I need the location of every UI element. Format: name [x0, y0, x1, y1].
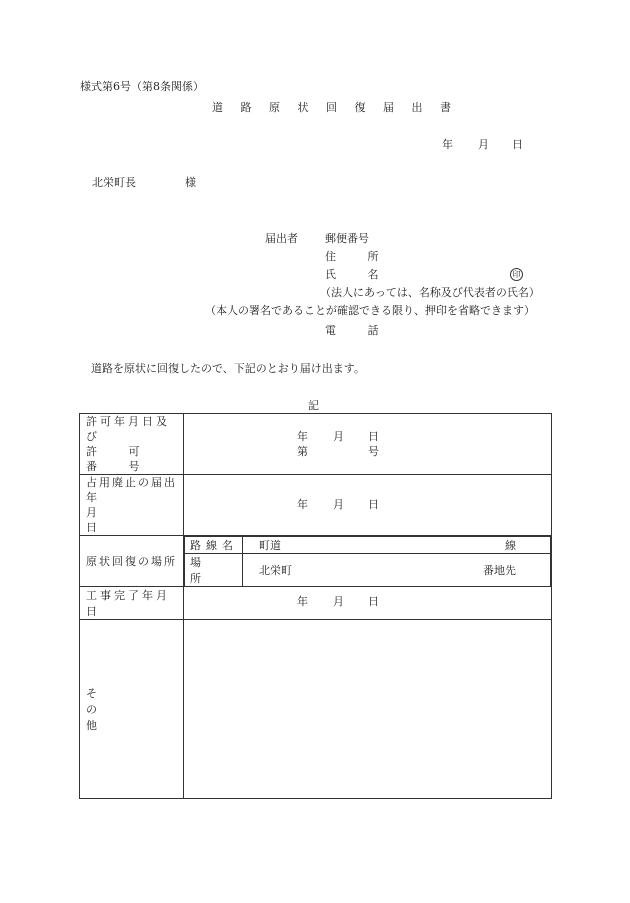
other-row [80, 620, 552, 799]
permit-month: 月 [333, 430, 344, 443]
completion-day: 日 [368, 595, 379, 608]
location-label: 原状回復の場所 [80, 536, 184, 587]
phone-label: 電 話 [325, 324, 393, 337]
abolish-label-line1: 占用廃止の届出 [86, 476, 177, 489]
date-month: 月 [478, 138, 489, 151]
permit-row [80, 414, 552, 475]
seal-mark-icon: 印 [510, 268, 523, 281]
completion-label: 工事完了年月日 [80, 587, 184, 620]
permit-value[interactable] [184, 414, 552, 475]
permit-label-line1: 許可年月日及び [86, 415, 170, 443]
abolish-label [80, 475, 184, 536]
document-title: 道 路 原 状 回 復 届 出 書 [212, 101, 458, 114]
details-table [79, 413, 552, 799]
completion-month: 月 [333, 595, 344, 608]
location-subtable [184, 536, 551, 586]
other-label: そ の 他 [80, 620, 184, 799]
permit-year: 年 [297, 430, 308, 443]
route-name-label: 路線名 [185, 537, 243, 554]
route-suffix: 線 [505, 539, 516, 552]
location-value [184, 536, 552, 587]
permit-label-line2: 許 可 番 号 [86, 445, 154, 473]
abolish-row [80, 475, 552, 536]
permit-number-prefix: 第 [297, 445, 308, 458]
completion-row [80, 587, 552, 620]
place-value[interactable] [243, 554, 551, 587]
permit-number-suffix: 号 [368, 445, 379, 458]
signature-note: （本人の署名であることが確認できる限り、押印を省略できます） [205, 304, 535, 317]
abolish-label-line2: 年 月 日 [86, 491, 125, 534]
form-number: 様式第6号（第8条関係） [80, 80, 204, 93]
addressee-honorific: 様 [185, 176, 196, 189]
completion-value[interactable] [184, 587, 552, 620]
abolish-year: 年 [297, 497, 308, 511]
abolish-value[interactable] [184, 475, 552, 536]
body-text: 道路を原状に回復したので、下記のとおり届け出ます。 [91, 362, 365, 375]
route-prefix: 町道 [259, 539, 281, 552]
permit-label [80, 414, 184, 475]
permit-day: 日 [368, 430, 379, 443]
place-suffix: 番地先 [483, 564, 516, 577]
abolish-day: 日 [368, 497, 379, 511]
address-label: 住 所 [325, 250, 393, 263]
date-day: 日 [512, 138, 523, 151]
date-year: 年 [442, 138, 453, 151]
abolish-month: 月 [333, 497, 344, 511]
applicant-label: 届出者 [265, 232, 298, 245]
completion-year: 年 [297, 595, 308, 608]
ki-heading: 記 [308, 399, 319, 412]
corporation-note: （法人にあっては、名称及び代表者の氏名） [320, 286, 540, 299]
place-label: 場 所 [185, 554, 243, 587]
route-name-value[interactable] [243, 537, 551, 554]
postal-code-label: 郵便番号 [325, 232, 369, 245]
other-value[interactable] [184, 620, 552, 799]
location-row [80, 536, 552, 587]
addressee-name: 北栄町長 [92, 176, 136, 189]
place-prefix: 北栄町 [259, 564, 292, 577]
name-label: 氏 名 [325, 268, 393, 281]
